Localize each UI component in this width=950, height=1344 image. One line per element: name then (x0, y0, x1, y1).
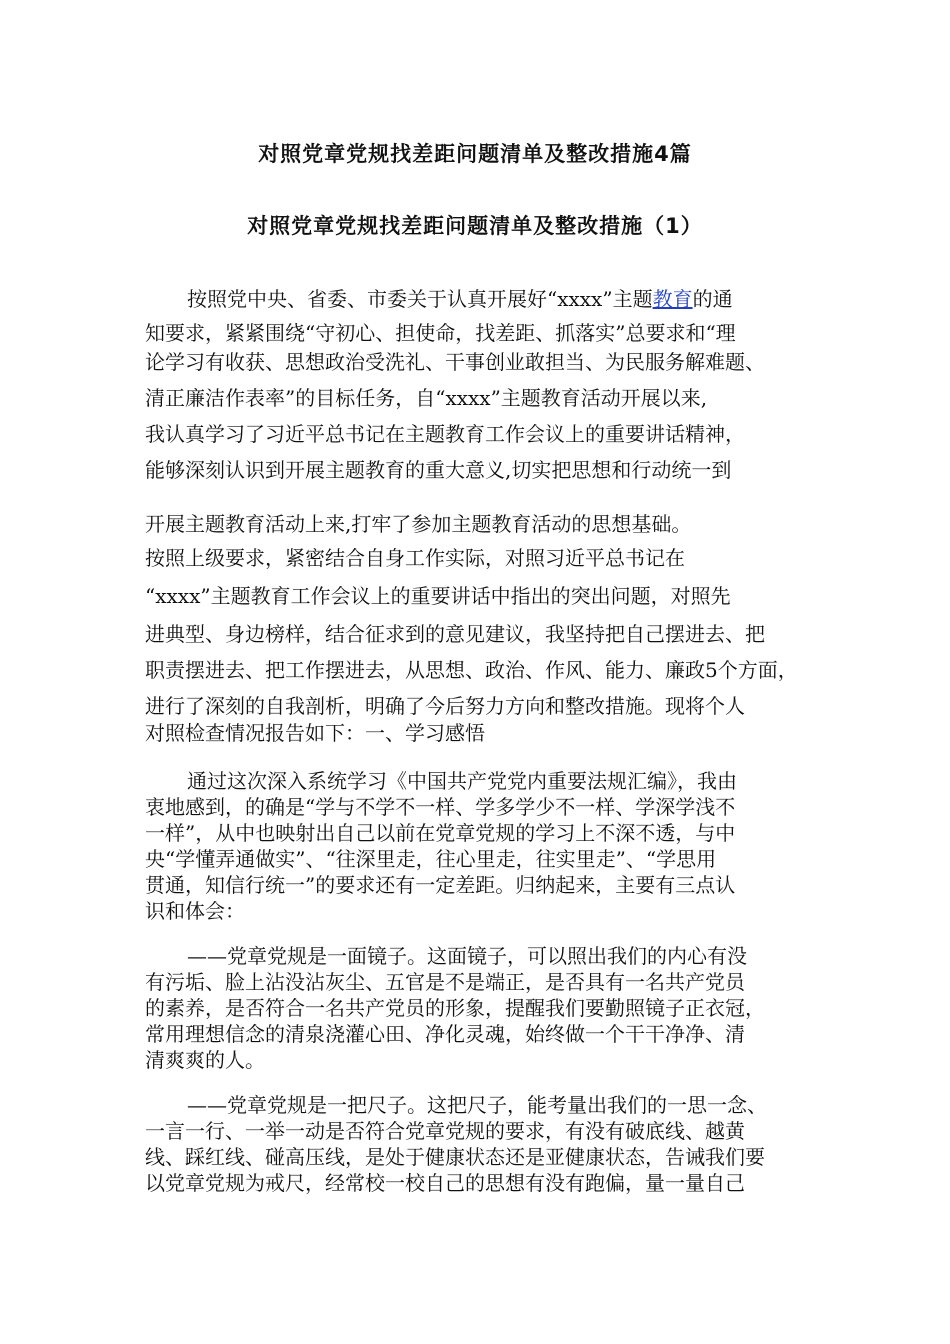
paragraph-3-line-6: 识和体会： (145, 899, 245, 923)
paragraph-5-line-3: 线、踩红线、碰高压线，是处于健康状态还是亚健康状态，告诫我们要 (145, 1145, 765, 1169)
paragraph-2-line-6: 对照检查情况报告如下：一、学习感悟 (145, 721, 485, 745)
paragraph-2-line-4: 职责摆进去、把工作摆进去，从思想、政治、作风、能力、廉政5个方面， (145, 658, 798, 682)
paragraph-2-line-2: “xxxx”主题教育工作会议上的重要讲话中指出的突出问题，对照先 (145, 584, 731, 608)
paragraph-5-line-1: ——党章党规是一把尺子。这把尺子，能考量出我们的一思一念、 (187, 1093, 767, 1117)
paragraph-3-line-1: 通过这次深入系统学习《中国共产党党内重要法规汇编》，我由 (187, 769, 737, 793)
paragraph-1-line-4: 清正廉洁作表率”的目标任务，自“xxxx”主题教育活动开展以来, (145, 386, 708, 410)
paragraph-5-line-4: 以党章党规为戒尺，经常校一校自己的思想有没有跑偏，量一量自己 (145, 1171, 745, 1195)
paragraph-2-line-5: 进行了深刻的自我剖析，明确了今后努力方向和整改措施。现将个人 (145, 694, 745, 718)
paragraph-1-line-2: 知要求，紧紧围绕“守初心、担使命，找差距、抓落实”总要求和“理 (145, 321, 736, 345)
paragraph-2-line-1: 按照上级要求，紧密结合自身工作实际，对照习近平总书记在 (145, 546, 685, 570)
paragraph-4-line-3: 的素养，是否符合一名共产党员的形象，提醒我们要勤照镜子正衣冠， (145, 996, 765, 1020)
main-title: 对照党章党规找差距问题清单及整改措施4篇 (258, 142, 692, 166)
paragraph-1-line-7: 开展主题教育活动上来,打牢了参加主题教育活动的思想基础。 (145, 512, 692, 536)
paragraph-2-line-3: 进典型、身边榜样，结合征求到的意见建议，我坚持把自己摆进去、把 (145, 622, 765, 646)
paragraph-5-line-2: 一言一行、一举一动是否符合党章党规的要求，有没有破底线、越黄 (145, 1119, 745, 1143)
paragraph-3-line-5: 贯通，知信行统一”的要求还有一定差距。归纳起来，主要有三点认 (145, 873, 736, 897)
paragraph-4-line-4: 常用理想信念的清泉浇灌心田、净化灵魂，始终做一个干干净净、清 (145, 1022, 745, 1046)
education-link[interactable]: 教育 (652, 287, 693, 311)
paragraph-3-line-4: 央“学懂弄通做实”、“往深里走，往心里走，往实里走”、“学思用 (145, 847, 717, 871)
paragraph-4-line-2: 有污垢、脸上沾没沾灰尘、五官是不是端正，是否具有一名共产党员 (145, 970, 745, 994)
paragraph-1-line-5: 我认真学习了习近平总书记在主题教育工作会议上的重要讲话精神， (145, 422, 745, 446)
paragraph-4-line-5: 清爽爽的人。 (145, 1048, 265, 1072)
paragraph-4-line-1: ——党章党规是一面镜子。这面镜子，可以照出我们的内心有没 (187, 944, 747, 968)
paragraph-1-line-3: 论学习有收获、思想政治受洗礼、干事创业敢担当、为民服务解难题、 (145, 350, 765, 374)
paragraph-1-line-6: 能够深刻认识到开展主题教育的重大意义,切实把思想和行动统一到 (145, 458, 732, 482)
sub-title: 对照党章党规找差距问题清单及整改措施（1） (247, 214, 703, 238)
paragraph-1-line-1: 按照党中央、省委、市委关于认真开展好“xxxx”主题教育的通 (187, 287, 733, 311)
paragraph-3-line-2: 衷地感到，的确是“学与不学不一样、学多学少不一样、学深学浅不 (145, 795, 736, 819)
paragraph-3-line-3: 一样”，从中也映射出自己以前在党章党规的学习上不深不透，与中 (145, 821, 736, 845)
